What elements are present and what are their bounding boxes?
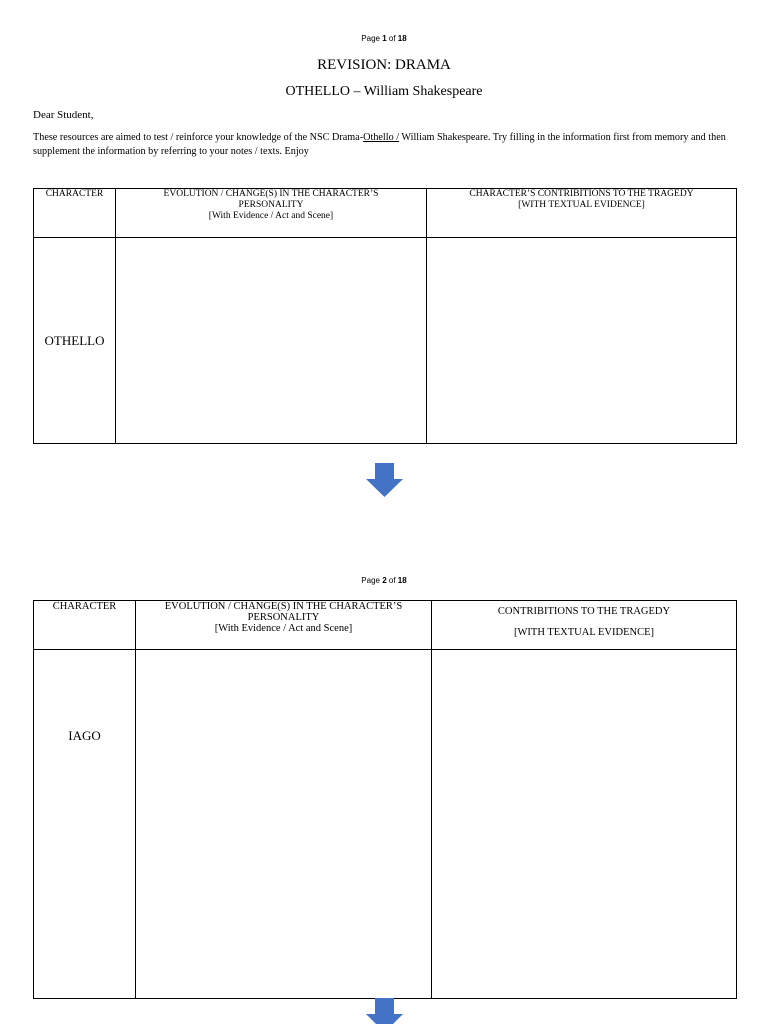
intro-othello-link: Othello / [363,132,400,143]
intro-text-2: William Shakespeare. Try filling in the information first from memory and then supplement the information by referring to your notes / texts. Enjoy [33,132,726,157]
character-name-cell: IAGO [34,650,136,999]
evolution-answer-cell[interactable] [136,650,432,999]
page-of: of [386,34,398,43]
revision-table-iago [33,600,737,999]
down-arrow-icon [365,998,404,1024]
table-row [34,650,737,999]
header-character: CHARACTER [34,601,136,650]
down-arrow-shape [366,463,403,497]
evolution-answer-cell[interactable] [116,238,427,444]
revision-table-othello [33,188,737,444]
table-header-row [34,189,737,238]
greeting: Dear Student, [33,109,94,121]
page-total: 18 [397,34,407,43]
document-title: REVISION: DRAMA [317,57,451,73]
header-evolution: EVOLUTION / CHANGE(S) IN THE CHARACTER’S PERSONALITY [With Evidence / Act and Scene] [136,601,432,650]
down-arrow-icon [365,463,404,498]
page-number-prefix: Page [361,576,383,585]
page-of: of [386,576,398,585]
page-number-prefix: Page [361,34,383,43]
header-contributions: CONTRIBITIONS TO THE TRAGEDY [WITH TEXTUAL EVIDENCE] [432,601,737,650]
intro-text-1: These resources are aimed to test / reinforce your knowledge of the NSC Drama- [33,132,364,143]
intro-paragraph [33,131,743,159]
table-row [34,238,737,444]
page-current: 2 [382,576,387,585]
page-number [0,576,768,585]
header-character: CHARACTER [34,189,116,238]
down-arrow-shape [366,998,403,1024]
page-total: 18 [397,576,407,585]
page-number [0,34,768,43]
contributions-answer-cell[interactable] [427,238,737,444]
header-contributions: CHARACTER’S CONTRIBITIONS TO THE TRAGEDY [WITH TEXTUAL EVIDENCE] [427,189,737,238]
character-name-cell: OTHELLO [34,238,116,444]
contributions-answer-cell[interactable] [432,650,737,999]
header-evolution: EVOLUTION / CHANGE(S) IN THE CHARACTER’S PERSONALITY [With Evidence / Act and Scene] [116,189,427,238]
table-header-row [34,601,737,650]
document-subtitle: OTHELLO – William Shakespeare [285,84,483,99]
page-current: 1 [382,34,387,43]
